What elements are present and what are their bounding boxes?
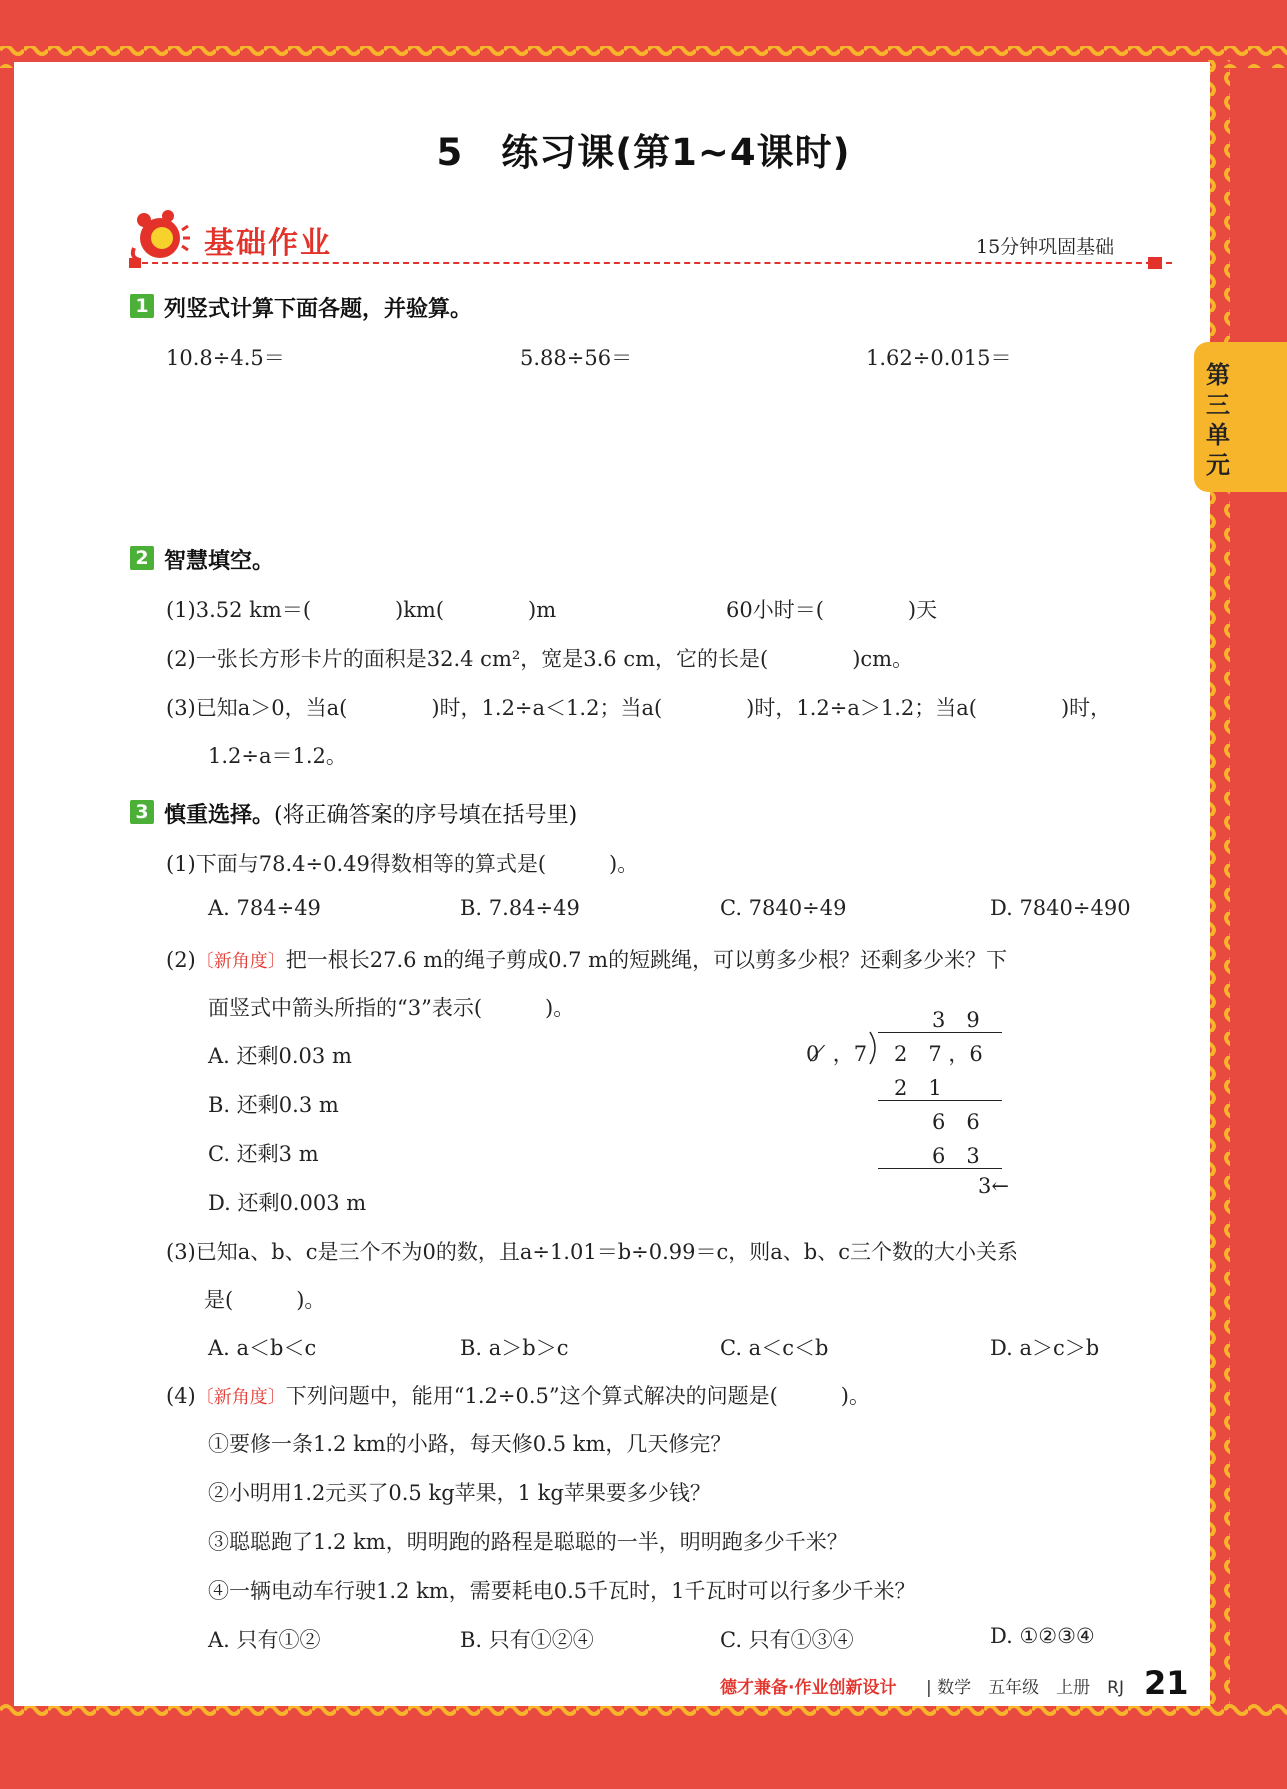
q1-item-2: 5.88÷56＝ <box>520 346 633 370</box>
section-divider <box>132 262 1172 264</box>
division-line-1 <box>878 1100 1002 1101</box>
q3-part-2-text: 把一根长27.6 m的绳子剪成0.7 m的短跳绳，可以剪多少根？还剩多少米？下 <box>285 948 1008 972</box>
q3-p4-option-c: C. 只有①③④ <box>720 1628 854 1652</box>
divider-end-right <box>1148 257 1162 269</box>
q3-part-2 <box>166 944 1007 974</box>
q3-part-3b: 是( )。 <box>204 1288 326 1312</box>
q3-p1-option-b: B. 7.84÷49 <box>460 896 580 920</box>
q2-line-2: (2)一张长方形卡片的面积是32.4 cm²，宽是3.6 cm，它的长是( )cm。 <box>166 647 914 671</box>
section-title: 基础作业 <box>204 226 332 261</box>
page-title: 5 练习课(第1~4课时) <box>436 131 851 174</box>
q2-line-3: (3)已知a＞0，当a( )时，1.2÷a＜1.2；当a( )时，1.2÷a＞1.2；当a( )时， <box>166 696 1112 720</box>
q3-p3-option-d: D. a＞c＞b <box>990 1336 1100 1360</box>
q3-p3-option-a: A. a＜b＜c <box>208 1336 317 1360</box>
division-remainder: 3← <box>978 1174 1009 1198</box>
q1-item-1: 10.8÷4.5＝ <box>166 346 285 370</box>
division-step-3: 6 3 <box>932 1144 980 1168</box>
q2-line-3b: 1.2÷a＝1.2。 <box>208 744 347 768</box>
question-1-badge: 1 <box>130 294 154 318</box>
section-note: 15分钟巩固基础 <box>976 236 1115 258</box>
q3-part-3: (3)已知a、b、c是三个不为0的数，且a÷1.01＝b÷0.99＝c，则a、b、c三个数的大小关系 <box>166 1240 1018 1264</box>
question-2-title: 智慧填空。 <box>164 549 275 574</box>
q3-p2-option-c: C. 还剩3 m <box>208 1142 319 1166</box>
q3-part-4-text: 下列问题中，能用“1.2÷0.5”这个算式解决的问题是( )。 <box>285 1384 870 1408</box>
division-dividend: 2 7 ，6 <box>894 1042 983 1066</box>
alarm-clock-icon <box>130 208 190 264</box>
q3-p1-option-c: C. 7840÷49 <box>720 896 847 920</box>
question-3-title <box>164 798 577 829</box>
question-1-title: 列竖式计算下面各题，并验算。 <box>164 297 473 322</box>
q3-p4-item-2: ②小明用1.2元买了0.5 kg苹果，1 kg苹果要多少钱？ <box>208 1481 711 1505</box>
q3-p4-item-1: ①要修一条1.2 km的小路，每天修0.5 km，几天修完？ <box>208 1432 732 1456</box>
divider-end-left <box>129 258 141 268</box>
q3-p4-option-d: D. ①②③④ <box>990 1624 1095 1648</box>
q3-p2-option-b: B. 还剩0.3 m <box>208 1093 339 1117</box>
q3-part-1: (1)下面与78.4÷0.49得数相等的算式是( )。 <box>166 852 639 876</box>
division-divisor: 0 ̸ ，7 <box>806 1042 868 1066</box>
q3-part-4 <box>166 1380 870 1410</box>
division-step-2: 6 6 <box>932 1110 980 1134</box>
division-step-1: 2 1 <box>894 1076 942 1100</box>
q3-p2-option-a: A. 还剩0.03 m <box>208 1044 352 1068</box>
q3-part-2b: 面竖式中箭头所指的“3”表示( )。 <box>208 996 575 1020</box>
q3-p2-option-d: D. 还剩0.003 m <box>208 1191 367 1215</box>
question-3-subtitle: (将正确答案的序号填在括号里) <box>274 803 578 828</box>
new-angle-tag: 〔新角度〕 <box>195 951 286 972</box>
q3-p3-option-b: B. a＞b＞c <box>460 1336 569 1360</box>
q3-part-2-prefix: (2) <box>166 948 196 972</box>
q3-p4-option-b: B. 只有①②④ <box>460 1628 594 1652</box>
division-line-2 <box>878 1168 1002 1169</box>
q2-line-1b: 60小时＝( )天 <box>726 598 938 622</box>
question-3-title-main: 慎重选择。 <box>164 803 275 828</box>
division-quotient: 3 9 <box>932 1008 980 1032</box>
footer-book-info: | 数学 五年级 上册 RJ <box>926 1678 1124 1698</box>
q3-p3-option-c: C. a＜c＜b <box>720 1336 829 1360</box>
unit-side-tab-label: 第三单元 <box>1206 361 1230 479</box>
q3-p4-option-a: A. 只有①② <box>208 1628 321 1652</box>
q3-p1-option-d: D. 7840÷490 <box>990 896 1131 920</box>
footer-brand: 德才兼备·作业创新设计 <box>720 1678 897 1698</box>
q3-p4-item-4: ④一辆电动车行驶1.2 km，需要耗电0.5千瓦时，1千瓦时可以行多少千米？ <box>208 1579 916 1603</box>
question-2-badge: 2 <box>130 546 154 570</box>
question-3-badge: 3 <box>130 800 154 824</box>
division-bar <box>878 1032 1002 1033</box>
q3-p1-option-a: A. 784÷49 <box>208 896 321 920</box>
q2-line-1a: (1)3.52 km＝( )km( )m <box>166 598 557 622</box>
page-number: 21 <box>1144 1664 1189 1702</box>
q1-item-3: 1.62÷0.015＝ <box>866 346 1012 370</box>
division-bracket <box>868 1030 882 1066</box>
new-angle-tag-2: 〔新角度〕 <box>195 1387 286 1408</box>
q3-part-4-prefix: (4) <box>166 1384 196 1408</box>
q3-p4-item-3: ③聪聪跑了1.2 km，明明跑的路程是聪聪的一半，明明跑多少千米？ <box>208 1530 848 1554</box>
